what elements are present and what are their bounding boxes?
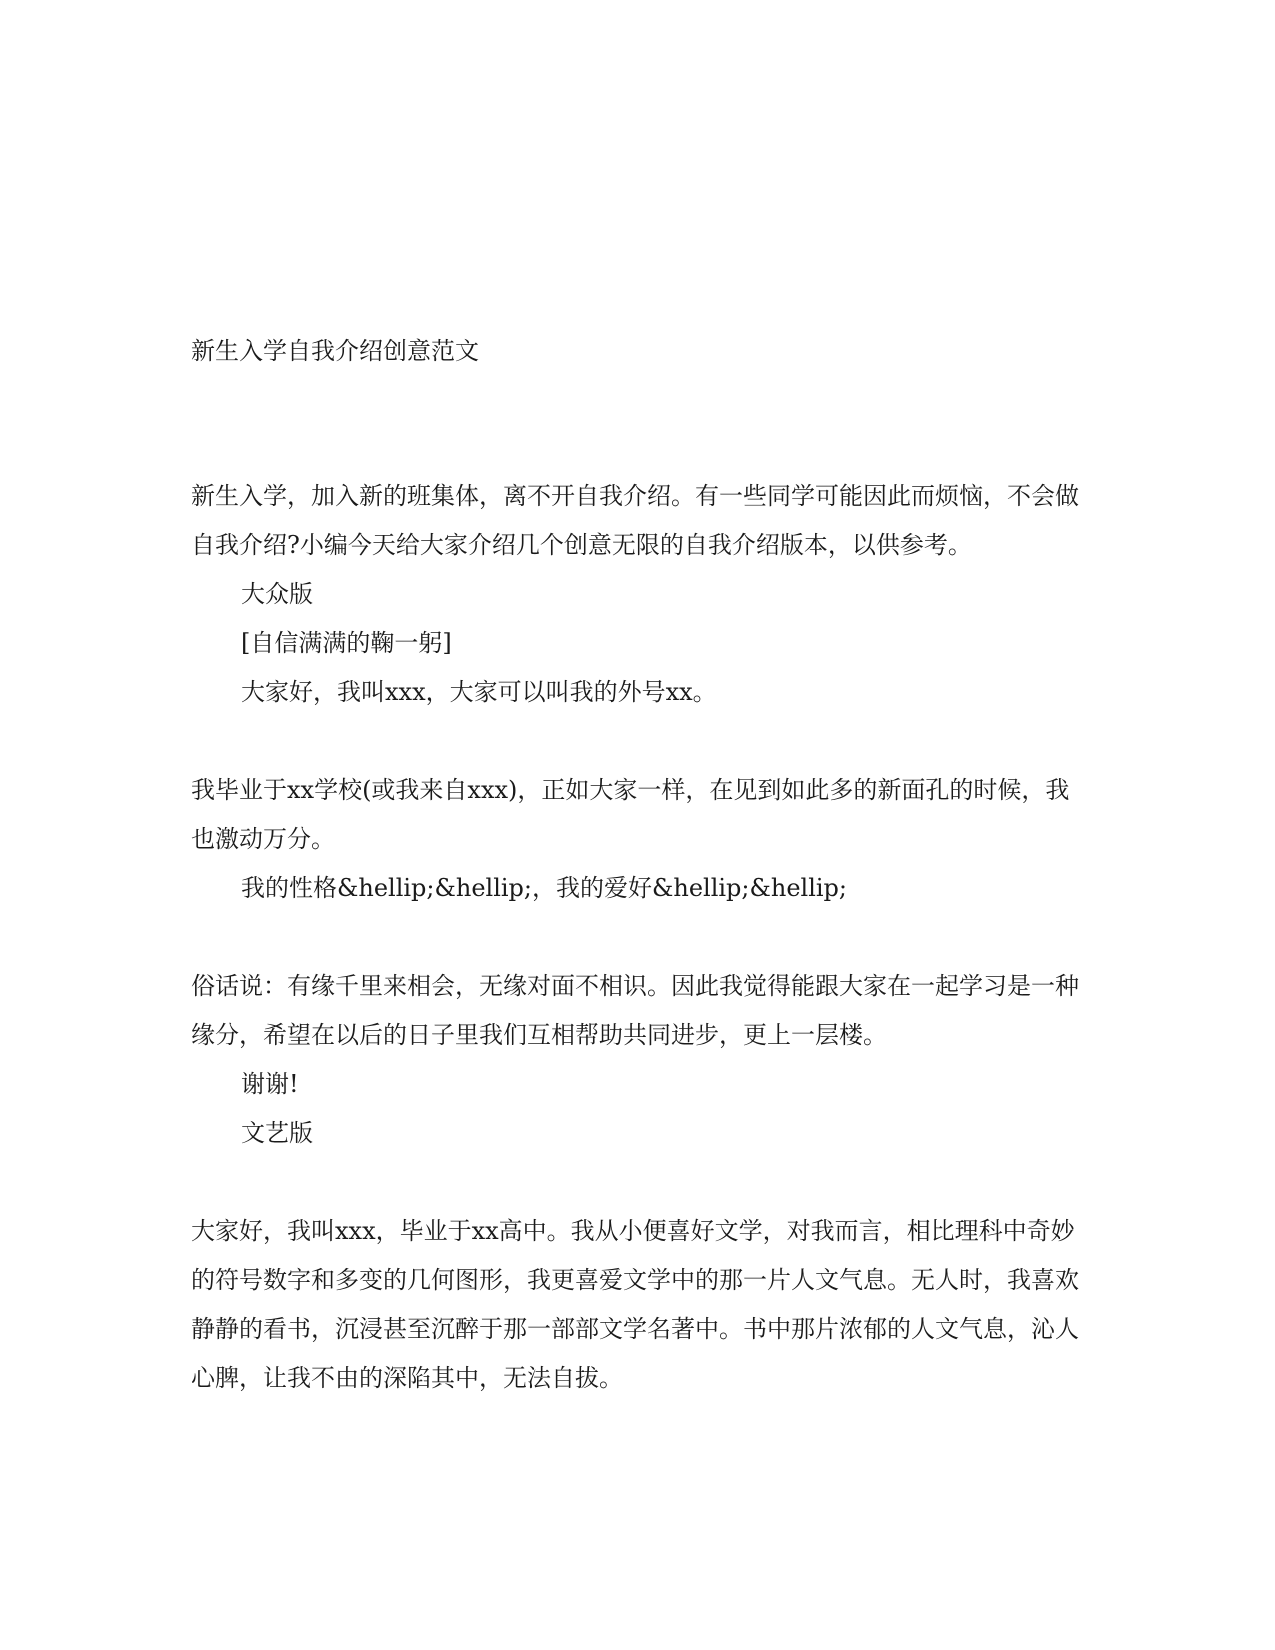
stage-direction: [自信满满的鞠一躬] bbox=[241, 629, 452, 657]
literary-paragraph: 大家好，我叫xxx，毕业于xx高中。我从小便喜好文学，对我而言，相比理科中奇妙的符号数字和多变的几何图形，我更喜爱文学中的那一片人文气息。无人时，我喜欢静静的看书，沉浸甚至沉醉于那一部部文学名著中。书中那片浓郁的人文气息，沁人心脾，让我不由的深陷其中，无法自拔。 bbox=[191, 1217, 1079, 1392]
proverb-paragraph: 俗话说：有缘千里来相会，无缘对面不相识。因此我觉得能跟大家在一起学习是一种缘分，希望在以后的日子里我们互相帮助共同进步，更上一层楼。 bbox=[191, 972, 1079, 1049]
personality-paragraph: 我的性格&hellip;&hellip;，我的爱好&hellip;&hellip; bbox=[241, 874, 847, 902]
school-paragraph: 我毕业于xx学校(或我来自xxx)，正如大家一样，在见到如此多的新面孔的时候，我也激动万分。 bbox=[191, 776, 1070, 853]
greeting-paragraph: 大家好，我叫xxx，大家可以叫我的外号xx。 bbox=[241, 678, 717, 706]
document-title: 新生入学自我介绍创意范文 bbox=[191, 337, 479, 365]
section-heading-literary: 文艺版 bbox=[241, 1119, 313, 1147]
thanks-line: 谢谢! bbox=[241, 1070, 299, 1098]
document-body bbox=[191, 472, 1081, 1403]
section-heading-popular: 大众版 bbox=[241, 580, 313, 608]
intro-paragraph: 新生入学，加入新的班集体，离不开自我介绍。有一些同学可能因此而烦恼，不会做自我介绍?小编今天给大家介绍几个创意无限的自我介绍版本，以供参考。 bbox=[191, 482, 1079, 559]
